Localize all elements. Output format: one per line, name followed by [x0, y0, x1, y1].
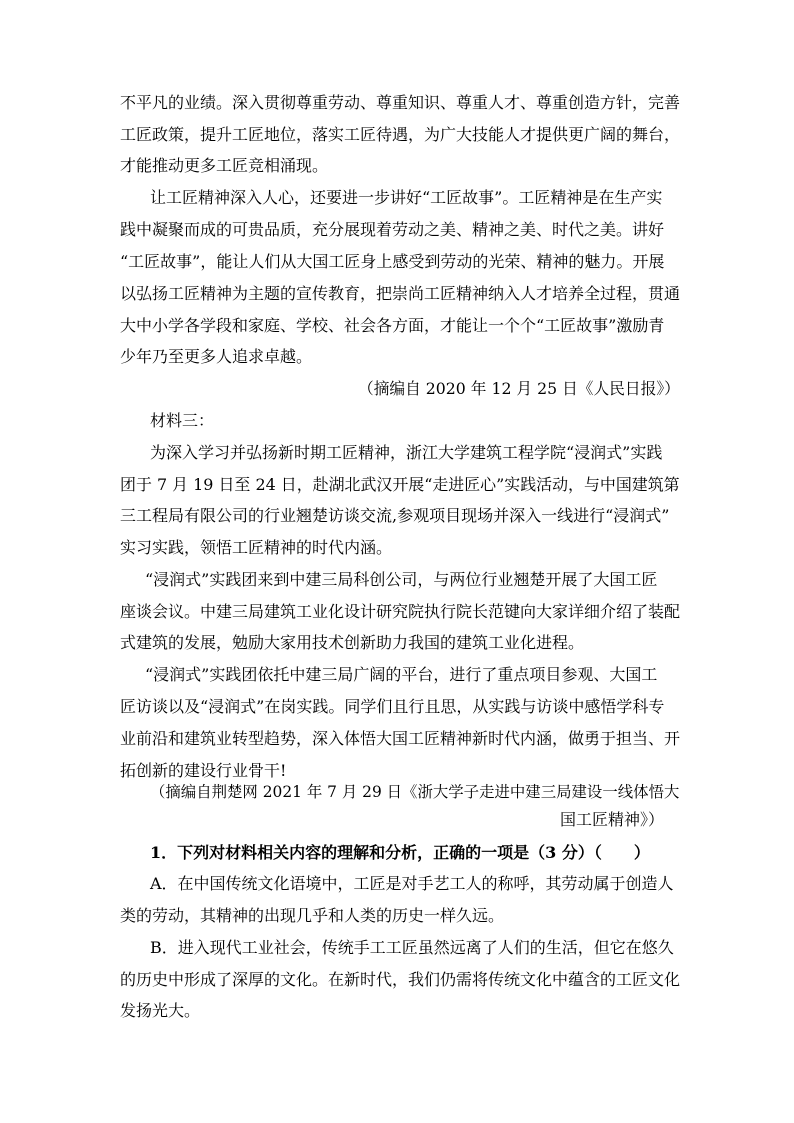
- document-page: 不平凡的业绩。深入贯彻尊重劳动、尊重知识、尊重人才、尊重创造方针，完善 工匠政策，提升工匠地位，落实工匠待遇，为广大技能人才提供更广阔的舞台， 才能推动更多工匠竞相涌现。 让工匠精神深入人心，还要进一步讲好“工匠故事”。工匠精神是在生产实 践中凝聚而成的可贵品质，充分展现着劳动之美、精神之美、时代之美。讲好 “工匠故事”，能让人们从大国工匠身上感受到劳动的光荣、精神的魅力。开展 以弘扬工匠精神为主题的宣传教育，把崇尚工匠精神纳入人才培养全过程，贯通 大中小学各学段和家庭、学校、社会各方面，才能让一个个“工匠故事”激励青 少年乃至更多人追求卓越。 （摘编自 2020 年 12 月 25 日《人民日报》） 材料三： 为深入学习并弘扬新时期工匠精神，浙江大学建筑工程学院“浸润式”实践 团于 7 月 19 日至 24 日，赴湖北武汉开展“走进匠心”实践活动，与中国建筑第 三工程局有限公司的行业翘楚访谈交流,参观项目现场并深入一线进行“浸润式” 实习实践，领悟工匠精神的时代内涵。 “浸润式”实践团来到中建三局科创公司，与两位行业翘楚开展了大国工匠 座谈会议。中建三局建筑工业化设计研究院执行院长范键向大家详细介绍了装配 式建筑的发展，勉励大家用技术创新助力我国的建筑工业化进程。 “浸润式”实践团依托中建三局广阔的平台，进行了重点项目参观、大国工 匠访谈以及“浸润式”在岗实践。同学们且行且思，从实践与访谈中感悟学科专 业前沿和建筑业转型趋势，深入体悟大国工匠精神新时代内涵，做勇于担当、开 拓创新的建设行业骨干! （摘编自荆楚网 2021 年 7 月 29 日《浙大学子走进中建三局建设一线体悟大 国工匠精神》） 1．下列对材料相关内容的理解和分析，正确的一项是（3 分）（ ） A．在中国传统文化语境中，工匠是对手艺工人的称呼，其劳动属于创造人 类的劳动，其精神的出现几乎和人类的历史一样久远。 B．进入现代工业社会，传统手工工匠虽然远离了人们的生活，但它在悠久 的历史中形成了深厚的文化。在新时代，我们仍需将传统文化中蕴含的工匠文化 发扬光大。: [120, 93, 681, 1020]
